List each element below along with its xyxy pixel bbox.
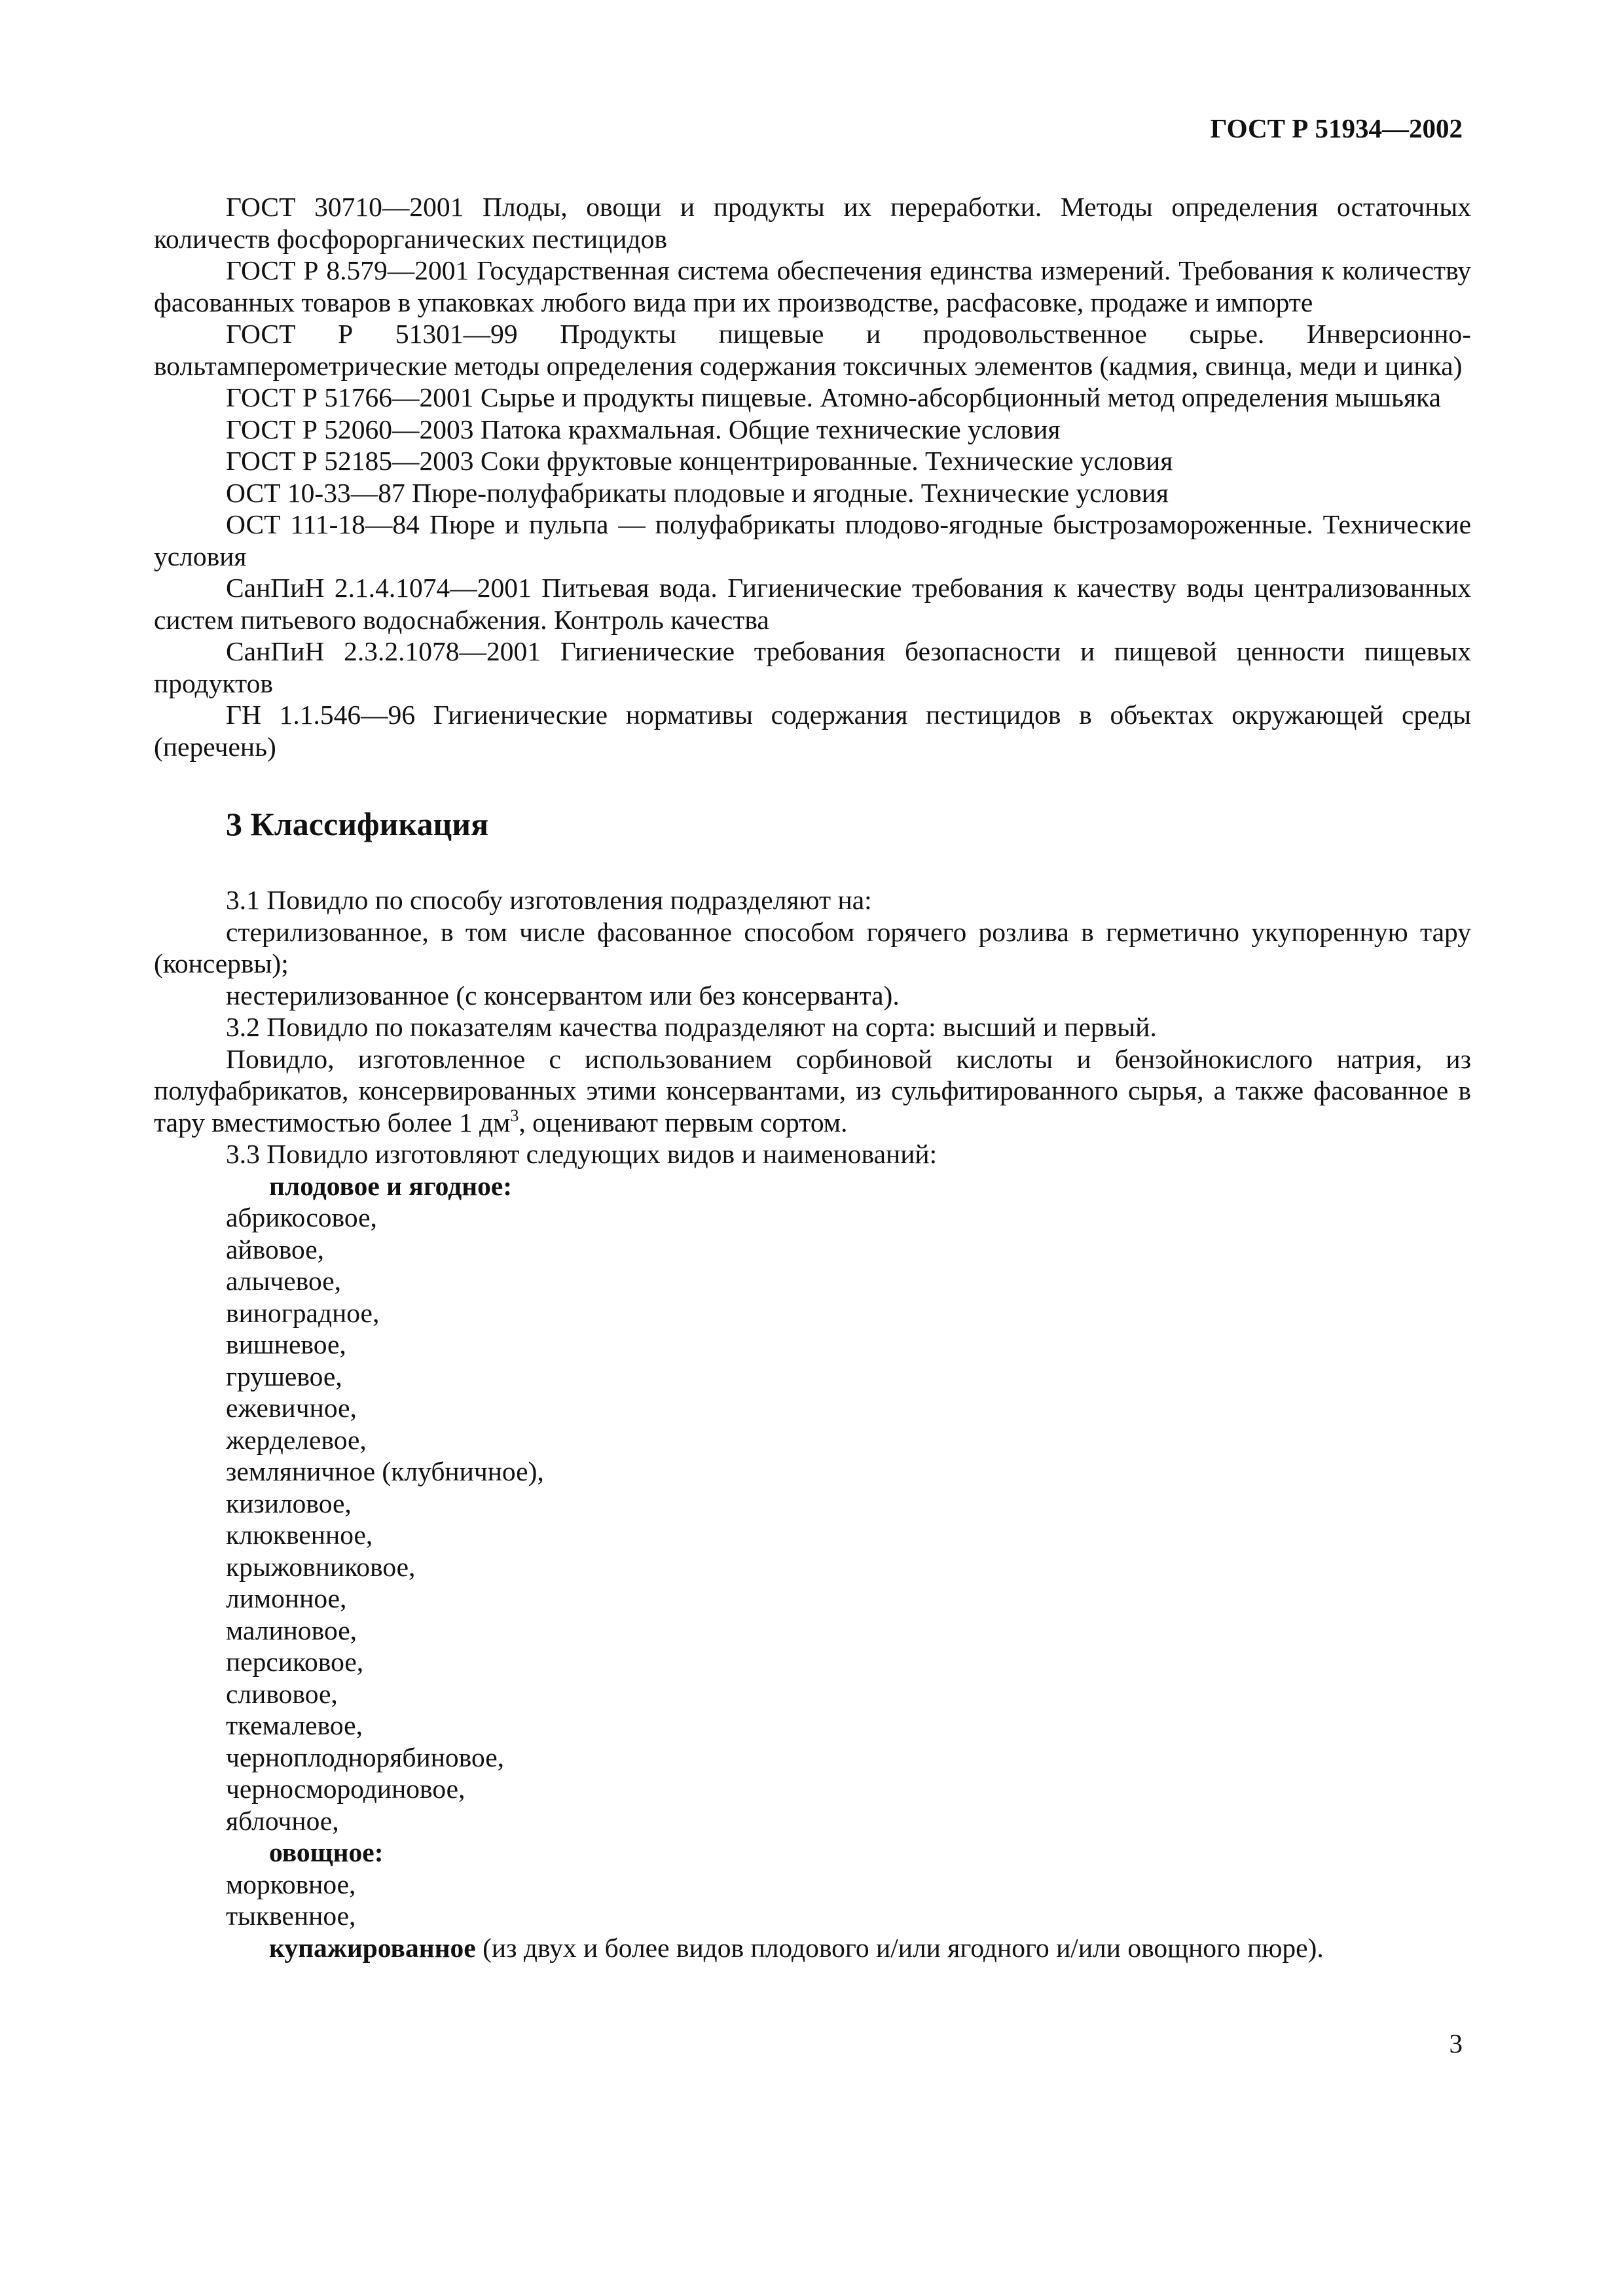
document-header: ГОСТ Р 51934—2002 (1210, 113, 1463, 143)
list-item: алычевое, (226, 1266, 342, 1296)
reference-item: ГОСТ Р 51766—2001 Сырье и продукты пищевые. Атомно-абсорбционный метод определения мышьяка (226, 382, 1441, 412)
list-item: сливовое, (226, 1678, 338, 1709)
paragraph-first-grade-tail: , оценивают первым сортом. (519, 1107, 848, 1138)
reference-item: СанПиН 2.1.4.1074—2001 Питьевая вода. Гигиенические требования к качеству воды централизованных систем питьевого водоснабжения. Контроль качества (154, 573, 1471, 635)
reference-item: ГН 1.1.546—96 Гигиенические нормативы содержания пестицидов в объектах окружающей среды (перечень) (154, 700, 1471, 762)
blend-paragraph (154, 1932, 1471, 1964)
list-item: лимонное, (226, 1583, 347, 1613)
fruit-heading: плодовое и ягодное: (269, 1170, 513, 1201)
references-list (154, 191, 1471, 762)
superscript-3: 3 (510, 1105, 519, 1125)
reference-item: ГОСТ Р 52060—2003 Патока крахмальная. Общие технические условия (226, 414, 1061, 444)
blend-term: купажированное (269, 1932, 476, 1963)
reference-item: ГОСТ Р 8.579—2001 Государственная система обеспечения единства измерений. Требования к количеству фасованных товаров в упаковках любого вида при их производстве, расфасовке, продаже и импорте (154, 255, 1471, 317)
list-item: персиковое, (226, 1647, 364, 1677)
paragraph-3-1: 3.1 Повидло по способу изготовления подразделяют на: (226, 885, 872, 915)
reference-item: ГОСТ Р 52185—2003 Соки фруктовые концентрированные. Технические условия (226, 446, 1173, 476)
paragraph-first-grade (154, 1043, 1471, 1139)
reference-item: ОСТ 111-18—84 Пюре и пульпа — полуфабрикаты плодово-ягодные быстрозамороженные. Технические условия (154, 509, 1471, 571)
list-item: жерделевое, (226, 1424, 367, 1455)
list-item: айвовое, (226, 1234, 325, 1265)
list-item: малиновое, (226, 1615, 357, 1645)
page-number: 3 (1449, 2028, 1463, 2058)
vegetable-list (154, 1869, 1471, 1932)
section-title: 3 Классификация (226, 806, 489, 842)
paragraph-sterilized: стерилизованное, в том числе фасованное способом горячего розлива в герметично укупоренную тару (консервы); (154, 916, 1471, 978)
fruit-list (154, 1202, 1471, 1837)
reference-item: ГОСТ 30710—2001 Плоды, овощи и продукты их переработки. Методы определения остаточных количеств фосфорорганических пестицидов (154, 192, 1471, 254)
list-item: тыквенное, (226, 1901, 356, 1931)
list-item: крыжовниковое, (226, 1551, 416, 1582)
list-item: вишневое, (226, 1329, 346, 1359)
list-item: абрикосовое, (226, 1202, 377, 1232)
list-item: кизиловое, (226, 1488, 352, 1518)
reference-item: СанПиН 2.3.2.1078—2001 Гигиенические требования безопасности и пищевой ценности пищевых продуктов (154, 636, 1471, 698)
list-item: ежевичное, (226, 1393, 357, 1423)
list-item: грушевое, (226, 1361, 342, 1391)
paragraph-3-2: 3.2 Повидло по показателям качества подразделяют на сорта: высший и первый. (226, 1012, 1157, 1042)
list-item: яблочное, (226, 1805, 339, 1836)
paragraph-3-3: 3.3 Повидло изготовляют следующих видов и наименований: (226, 1139, 938, 1169)
blend-description: (из двух и более видов плодового и/или ягодного и/или овощного пюре). (475, 1932, 1324, 1963)
list-item: ткемалевое, (226, 1710, 363, 1740)
paragraph-nonsterilized: нестерилизованное (с консервантом или без консерванта). (226, 980, 900, 1011)
paragraph-first-grade-text: Повидло, изготовленное с использованием сорбиновой кислоты и бензойнокислого натрия, из полуфабрикатов, консервированных этими консервантами, из сульфитированного сырья, а также фасованное в тару вместимостью более 1 дм (154, 1043, 1471, 1138)
reference-item: ГОСТ Р 51301—99 Продукты пищевые и продовольственное сырье. Инверсионно-вольтамперометрические методы определения содержания токсичных элементов (кадмия, свинца, меди и цинка) (154, 319, 1471, 381)
list-item: морковное, (226, 1869, 356, 1899)
list-item: клюквенное, (226, 1520, 373, 1550)
vegetable-heading: овощное: (269, 1837, 384, 1867)
document-body (154, 191, 1471, 1964)
list-item: черносмородиновое, (226, 1774, 465, 1804)
list-item: черноплоднорябиновое, (226, 1742, 505, 1772)
reference-item: ОСТ 10-33—87 Пюре-полуфабрикаты плодовые и ягодные. Технические условия (226, 477, 1169, 508)
list-item: виноградное, (226, 1297, 380, 1328)
list-item: земляничное (клубничное), (226, 1456, 544, 1486)
